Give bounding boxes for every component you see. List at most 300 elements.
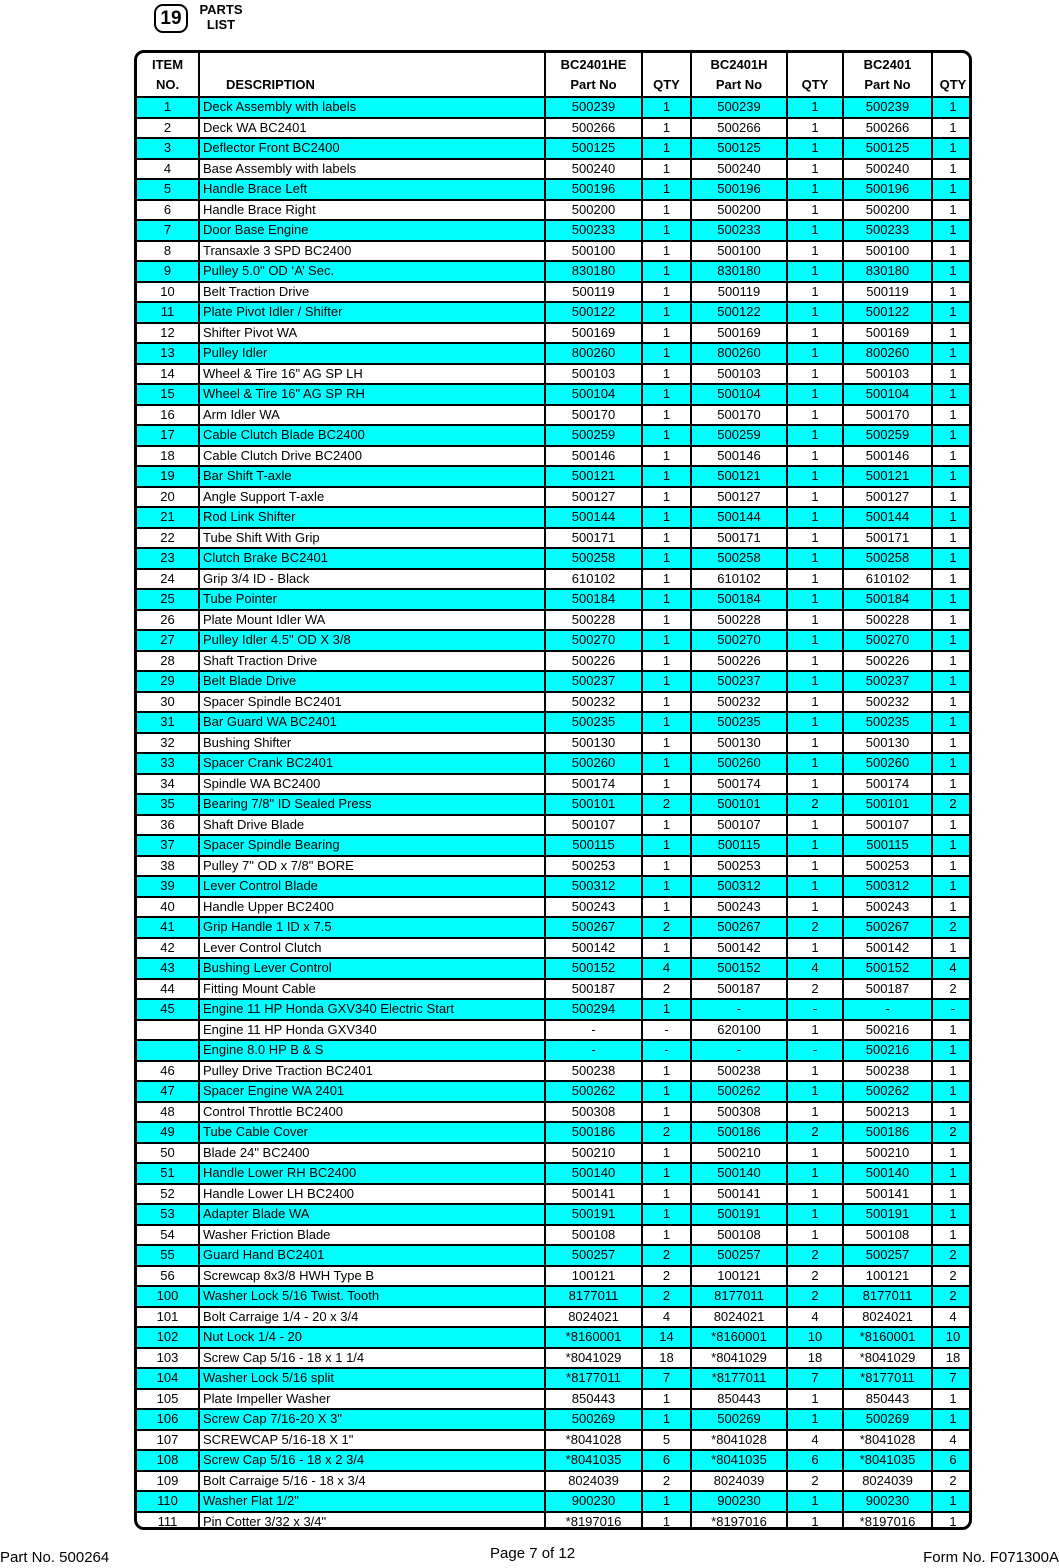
model3-part-number-cell: 610102 bbox=[843, 569, 932, 590]
model1-part-number-cell: 500171 bbox=[545, 528, 642, 549]
model1-qty-cell: 1 bbox=[642, 384, 691, 405]
description-cell: Pin Cotter 3/32 x 3/4" bbox=[199, 1512, 545, 1531]
table-row bbox=[137, 999, 972, 1020]
model2-part-number-cell: 8024021 bbox=[691, 1307, 787, 1328]
model3-qty-cell: 1 bbox=[932, 856, 972, 877]
model1-qty-cell: 1 bbox=[642, 692, 691, 713]
item-number-cell: 105 bbox=[137, 1389, 199, 1410]
table-row bbox=[137, 630, 972, 651]
model2-part-number-cell: 500115 bbox=[691, 835, 787, 856]
description-cell: Bolt Carraige 5/16 - 18 x 3/4 bbox=[199, 1471, 545, 1492]
table-row bbox=[137, 528, 972, 549]
description-cell: Plate Impeller Washer bbox=[199, 1389, 545, 1410]
model1-qty-cell: 1 bbox=[642, 1512, 691, 1531]
description-cell: Lever Control Blade bbox=[199, 876, 545, 897]
model2-qty-cell: 1 bbox=[787, 1225, 843, 1246]
model2-part-number-cell: *8041028 bbox=[691, 1430, 787, 1451]
model3-qty-cell: 2 bbox=[932, 1245, 972, 1266]
item-number-cell: 53 bbox=[137, 1204, 199, 1225]
item-number-cell: 20 bbox=[137, 487, 199, 508]
table-row bbox=[137, 958, 972, 979]
model3-part-number-cell: 500101 bbox=[843, 794, 932, 815]
table-row bbox=[137, 405, 972, 426]
model2-part-number-cell: 500101 bbox=[691, 794, 787, 815]
table-row bbox=[137, 753, 972, 774]
model2-qty-cell: 1 bbox=[787, 753, 843, 774]
model3-part-number-cell: 100121 bbox=[843, 1266, 932, 1287]
table-row bbox=[137, 938, 972, 959]
model1-qty-cell: 2 bbox=[642, 979, 691, 1000]
model3-part-number-cell: 500243 bbox=[843, 897, 932, 918]
table-row bbox=[137, 1102, 972, 1123]
description-cell: Guard Hand BC2401 bbox=[199, 1245, 545, 1266]
table-row bbox=[137, 179, 972, 200]
model1-part-number-cell: 610102 bbox=[545, 569, 642, 590]
model2-qty-cell: - bbox=[787, 1040, 843, 1061]
model1-qty-cell: 1 bbox=[642, 200, 691, 221]
model3-part-number-cell: 500104 bbox=[843, 384, 932, 405]
item-number-cell: 24 bbox=[137, 569, 199, 590]
model3-qty-cell: 1 bbox=[932, 364, 972, 385]
description-cell: Shaft Drive Blade bbox=[199, 815, 545, 836]
model2-qty-cell: 1 bbox=[787, 384, 843, 405]
model1-part-number-cell: 500187 bbox=[545, 979, 642, 1000]
column-header-model3-part: BC2401 Part No bbox=[843, 53, 932, 97]
item-number-cell: 103 bbox=[137, 1348, 199, 1369]
model2-part-number-cell: *8041035 bbox=[691, 1450, 787, 1471]
description-cell: Adapter Blade WA bbox=[199, 1204, 545, 1225]
model3-part-number-cell: 500119 bbox=[843, 282, 932, 303]
model1-part-number-cell: 500269 bbox=[545, 1409, 642, 1430]
model1-part-number-cell: 500232 bbox=[545, 692, 642, 713]
table-row bbox=[137, 1348, 972, 1369]
model2-part-number-cell: 500257 bbox=[691, 1245, 787, 1266]
model1-qty-cell: 1 bbox=[642, 569, 691, 590]
table-row bbox=[137, 446, 972, 467]
model3-qty-cell: 1 bbox=[932, 1143, 972, 1164]
model2-part-number-cell: *8041029 bbox=[691, 1348, 787, 1369]
description-cell: Wheel & Tire 16" AG SP LH bbox=[199, 364, 545, 385]
model2-part-number-cell: 500142 bbox=[691, 938, 787, 959]
table-row bbox=[137, 671, 972, 692]
model2-part-number-cell: 500184 bbox=[691, 589, 787, 610]
model2-qty-cell: 18 bbox=[787, 1348, 843, 1369]
table-row bbox=[137, 794, 972, 815]
item-number-cell: 8 bbox=[137, 241, 199, 262]
model1-part-number-cell: 500240 bbox=[545, 159, 642, 180]
model2-part-number-cell: 500170 bbox=[691, 405, 787, 426]
model3-qty-cell: 1 bbox=[932, 241, 972, 262]
model2-qty-cell: 1 bbox=[787, 610, 843, 631]
model1-qty-cell: 1 bbox=[642, 343, 691, 364]
description-cell: Control Throttle BC2400 bbox=[199, 1102, 545, 1123]
model3-qty-cell: 1 bbox=[932, 589, 972, 610]
description-cell: Handle Brace Right bbox=[199, 200, 545, 221]
model1-part-number-cell: 500235 bbox=[545, 712, 642, 733]
model2-qty-cell: 1 bbox=[787, 487, 843, 508]
item-number-cell: 11 bbox=[137, 302, 199, 323]
model3-qty-cell: 4 bbox=[932, 1307, 972, 1328]
model2-qty-cell: 1 bbox=[787, 118, 843, 139]
model2-qty-cell: 1 bbox=[787, 405, 843, 426]
model1-qty-cell: 18 bbox=[642, 1348, 691, 1369]
item-number-cell: 38 bbox=[137, 856, 199, 877]
item-number-cell: 13 bbox=[137, 343, 199, 364]
item-number-cell: 31 bbox=[137, 712, 199, 733]
item-number-cell: 41 bbox=[137, 917, 199, 938]
item-number-cell: 10 bbox=[137, 282, 199, 303]
model3-part-number-cell: 500312 bbox=[843, 876, 932, 897]
model1-part-number-cell: *8177011 bbox=[545, 1368, 642, 1389]
table-row bbox=[137, 138, 972, 159]
model1-part-number-cell: 500237 bbox=[545, 671, 642, 692]
model1-part-number-cell: 500122 bbox=[545, 302, 642, 323]
model2-part-number-cell: 500196 bbox=[691, 179, 787, 200]
table-row bbox=[137, 917, 972, 938]
model2-part-number-cell: 620100 bbox=[691, 1020, 787, 1041]
model3-qty-cell: 1 bbox=[932, 774, 972, 795]
model2-part-number-cell: 500200 bbox=[691, 200, 787, 221]
table-row bbox=[137, 487, 972, 508]
model2-qty-cell: 1 bbox=[787, 692, 843, 713]
model3-part-number-cell: 500103 bbox=[843, 364, 932, 385]
model2-qty-cell: 1 bbox=[787, 302, 843, 323]
model1-part-number-cell: 500294 bbox=[545, 999, 642, 1020]
model3-qty-cell: 7 bbox=[932, 1368, 972, 1389]
model2-qty-cell: 1 bbox=[787, 220, 843, 241]
model2-qty-cell: 1 bbox=[787, 671, 843, 692]
table-row bbox=[137, 835, 972, 856]
table-row bbox=[137, 1491, 972, 1512]
model2-part-number-cell: 500108 bbox=[691, 1225, 787, 1246]
model1-qty-cell: 2 bbox=[642, 1471, 691, 1492]
model2-part-number-cell: 500119 bbox=[691, 282, 787, 303]
item-number-cell: 49 bbox=[137, 1122, 199, 1143]
model2-part-number-cell: 500233 bbox=[691, 220, 787, 241]
model3-qty-cell: 1 bbox=[932, 1020, 972, 1041]
model2-qty-cell: 1 bbox=[787, 343, 843, 364]
item-number-cell: 17 bbox=[137, 425, 199, 446]
model1-part-number-cell: *8041035 bbox=[545, 1450, 642, 1471]
description-cell: Pulley Idler 4.5" OD X 3/8 bbox=[199, 630, 545, 651]
description-cell: Tube Shift With Grip bbox=[199, 528, 545, 549]
model1-part-number-cell: 500103 bbox=[545, 364, 642, 385]
description-cell: Pulley Idler bbox=[199, 343, 545, 364]
model3-part-number-cell: 500121 bbox=[843, 466, 932, 487]
model1-part-number-cell: 500186 bbox=[545, 1122, 642, 1143]
model3-part-number-cell: *8041035 bbox=[843, 1450, 932, 1471]
description-cell: Spacer Spindle Bearing bbox=[199, 835, 545, 856]
model1-part-number-cell: 8024039 bbox=[545, 1471, 642, 1492]
model1-part-number-cell: *8160001 bbox=[545, 1327, 642, 1348]
model3-qty-cell: 1 bbox=[932, 1081, 972, 1102]
model2-part-number-cell: 500226 bbox=[691, 651, 787, 672]
model3-qty-cell: 1 bbox=[932, 1512, 972, 1531]
model3-qty-cell: 1 bbox=[932, 179, 972, 200]
model3-part-number-cell: 500240 bbox=[843, 159, 932, 180]
model1-qty-cell: 1 bbox=[642, 528, 691, 549]
model1-part-number-cell: 500184 bbox=[545, 589, 642, 610]
model2-part-number-cell: 500174 bbox=[691, 774, 787, 795]
model2-part-number-cell: 500239 bbox=[691, 97, 787, 118]
model2-qty-cell: 1 bbox=[787, 466, 843, 487]
model2-qty-cell: 1 bbox=[787, 364, 843, 385]
item-number-cell: 46 bbox=[137, 1061, 199, 1082]
model1-qty-cell: 1 bbox=[642, 671, 691, 692]
model1-part-number-cell: 8177011 bbox=[545, 1286, 642, 1307]
model2-qty-cell: 1 bbox=[787, 1163, 843, 1184]
item-number-cell: 18 bbox=[137, 446, 199, 467]
model3-qty-cell: 1 bbox=[932, 651, 972, 672]
model2-part-number-cell: 500267 bbox=[691, 917, 787, 938]
table-row bbox=[137, 220, 972, 241]
model3-qty-cell: 1 bbox=[932, 425, 972, 446]
description-cell: Pulley 7" OD x 7/8" BORE bbox=[199, 856, 545, 877]
model3-part-number-cell: 500125 bbox=[843, 138, 932, 159]
table-row bbox=[137, 1286, 972, 1307]
model1-qty-cell: 1 bbox=[642, 712, 691, 733]
model2-part-number-cell: 500171 bbox=[691, 528, 787, 549]
item-number-cell: 19 bbox=[137, 466, 199, 487]
item-number-cell: 7 bbox=[137, 220, 199, 241]
model1-part-number-cell: 500170 bbox=[545, 405, 642, 426]
model1-qty-cell: 1 bbox=[642, 118, 691, 139]
model3-part-number-cell: 500152 bbox=[843, 958, 932, 979]
model2-part-number-cell: 500232 bbox=[691, 692, 787, 713]
table-row bbox=[137, 261, 972, 282]
description-cell: Screw Cap 7/16-20 X 3" bbox=[199, 1409, 545, 1430]
model1-part-number-cell: 500152 bbox=[545, 958, 642, 979]
table-row bbox=[137, 118, 972, 139]
model1-qty-cell: 1 bbox=[642, 1409, 691, 1430]
model1-qty-cell: 1 bbox=[642, 630, 691, 651]
description-cell: Rod Link Shifter bbox=[199, 507, 545, 528]
model3-part-number-cell: 500233 bbox=[843, 220, 932, 241]
model1-qty-cell: 1 bbox=[642, 466, 691, 487]
model3-qty-cell: 1 bbox=[932, 1040, 972, 1061]
description-cell: Handle Brace Left bbox=[199, 179, 545, 200]
description-cell: Screwcap 8x3/8 HWH Type B bbox=[199, 1266, 545, 1287]
model3-part-number-cell: 500100 bbox=[843, 241, 932, 262]
model3-part-number-cell: 800260 bbox=[843, 343, 932, 364]
description-cell: Belt Traction Drive bbox=[199, 282, 545, 303]
model1-qty-cell: 5 bbox=[642, 1430, 691, 1451]
item-number-cell: 3 bbox=[137, 138, 199, 159]
item-number-cell: 26 bbox=[137, 610, 199, 631]
model1-part-number-cell: 500104 bbox=[545, 384, 642, 405]
model3-part-number-cell: 500187 bbox=[843, 979, 932, 1000]
description-cell: Shaft Traction Drive bbox=[199, 651, 545, 672]
model3-qty-cell: 4 bbox=[932, 958, 972, 979]
model2-part-number-cell: 8177011 bbox=[691, 1286, 787, 1307]
table-row bbox=[137, 610, 972, 631]
item-number-cell: 39 bbox=[137, 876, 199, 897]
model1-qty-cell: 1 bbox=[642, 1491, 691, 1512]
model2-qty-cell: 1 bbox=[787, 446, 843, 467]
model2-qty-cell: 1 bbox=[787, 876, 843, 897]
model2-qty-cell: 1 bbox=[787, 282, 843, 303]
model2-qty-cell: 1 bbox=[787, 733, 843, 754]
model1-qty-cell: 1 bbox=[642, 405, 691, 426]
model2-part-number-cell: 500130 bbox=[691, 733, 787, 754]
description-cell: Engine 8.0 HP B & S bbox=[199, 1040, 545, 1061]
description-cell: Handle Upper BC2400 bbox=[199, 897, 545, 918]
description-cell: Washer Flat 1/2" bbox=[199, 1491, 545, 1512]
model3-qty-cell: - bbox=[932, 999, 972, 1020]
model2-part-number-cell: 500144 bbox=[691, 507, 787, 528]
model2-qty-cell: 1 bbox=[787, 507, 843, 528]
model3-part-number-cell: 500200 bbox=[843, 200, 932, 221]
model1-qty-cell: 1 bbox=[642, 302, 691, 323]
model1-qty-cell: 1 bbox=[642, 651, 691, 672]
model2-part-number-cell: 500146 bbox=[691, 446, 787, 467]
model3-qty-cell: 18 bbox=[932, 1348, 972, 1369]
model2-part-number-cell: 500270 bbox=[691, 630, 787, 651]
model2-qty-cell: 4 bbox=[787, 1430, 843, 1451]
model1-qty-cell: 1 bbox=[642, 446, 691, 467]
model1-qty-cell: 1 bbox=[642, 241, 691, 262]
item-number-cell: 51 bbox=[137, 1163, 199, 1184]
description-cell: Washer Lock 5/16 split bbox=[199, 1368, 545, 1389]
model1-qty-cell: 1 bbox=[642, 1061, 691, 1082]
model2-part-number-cell: 500121 bbox=[691, 466, 787, 487]
table-row bbox=[137, 1122, 972, 1143]
table-row bbox=[137, 1450, 972, 1471]
model3-qty-cell: 1 bbox=[932, 487, 972, 508]
item-number-cell: 48 bbox=[137, 1102, 199, 1123]
model3-part-number-cell: - bbox=[843, 999, 932, 1020]
model3-qty-cell: 2 bbox=[932, 1286, 972, 1307]
model1-part-number-cell: 500140 bbox=[545, 1163, 642, 1184]
model1-part-number-cell: 500200 bbox=[545, 200, 642, 221]
model3-part-number-cell: 500238 bbox=[843, 1061, 932, 1082]
model1-part-number-cell: 500142 bbox=[545, 938, 642, 959]
model1-part-number-cell: *8041028 bbox=[545, 1430, 642, 1451]
model2-qty-cell: 1 bbox=[787, 1061, 843, 1082]
model1-part-number-cell: 500144 bbox=[545, 507, 642, 528]
table-row bbox=[137, 1266, 972, 1287]
description-cell: Spacer Crank BC2401 bbox=[199, 753, 545, 774]
item-number-cell: 102 bbox=[137, 1327, 199, 1348]
model1-qty-cell: 1 bbox=[642, 1389, 691, 1410]
parts-list-table-frame bbox=[134, 50, 972, 1530]
model1-part-number-cell: 500191 bbox=[545, 1204, 642, 1225]
column-header-model2-part: BC2401H Part No bbox=[691, 53, 787, 97]
model2-part-number-cell: 800260 bbox=[691, 343, 787, 364]
model3-qty-cell: 1 bbox=[932, 1389, 972, 1410]
model2-part-number-cell: 500125 bbox=[691, 138, 787, 159]
model3-qty-cell: 1 bbox=[932, 671, 972, 692]
model3-part-number-cell: 500213 bbox=[843, 1102, 932, 1123]
description-cell: Washer Friction Blade bbox=[199, 1225, 545, 1246]
item-number-cell: 47 bbox=[137, 1081, 199, 1102]
table-row bbox=[137, 1430, 972, 1451]
model2-part-number-cell: 500103 bbox=[691, 364, 787, 385]
model3-qty-cell: 1 bbox=[932, 302, 972, 323]
table-row bbox=[137, 1389, 972, 1410]
model3-part-number-cell: 500269 bbox=[843, 1409, 932, 1430]
model1-qty-cell: 1 bbox=[642, 999, 691, 1020]
description-cell: Lever Control Clutch bbox=[199, 938, 545, 959]
model2-qty-cell: 1 bbox=[787, 835, 843, 856]
model3-qty-cell: 1 bbox=[932, 261, 972, 282]
model3-qty-cell: 1 bbox=[932, 897, 972, 918]
model1-part-number-cell: 500270 bbox=[545, 630, 642, 651]
model3-part-number-cell: 500115 bbox=[843, 835, 932, 856]
description-cell: Bearing 7/8" ID Sealed Press bbox=[199, 794, 545, 815]
model3-part-number-cell: 500266 bbox=[843, 118, 932, 139]
model3-part-number-cell: *8197016 bbox=[843, 1512, 932, 1531]
model3-part-number-cell: 500170 bbox=[843, 405, 932, 426]
description-cell: Wheel & Tire 16" AG SP RH bbox=[199, 384, 545, 405]
description-cell: Bushing Lever Control bbox=[199, 958, 545, 979]
model3-qty-cell: 1 bbox=[932, 343, 972, 364]
model2-part-number-cell: 500238 bbox=[691, 1061, 787, 1082]
description-cell: Deck WA BC2401 bbox=[199, 118, 545, 139]
model3-qty-cell: 1 bbox=[932, 138, 972, 159]
model3-part-number-cell: 830180 bbox=[843, 261, 932, 282]
table-row bbox=[137, 979, 972, 1000]
model1-qty-cell: - bbox=[642, 1020, 691, 1041]
item-number-cell: 28 bbox=[137, 651, 199, 672]
model1-qty-cell: 1 bbox=[642, 1204, 691, 1225]
table-row bbox=[137, 1471, 972, 1492]
description-cell: Door Base Engine bbox=[199, 220, 545, 241]
model1-qty-cell: 1 bbox=[642, 774, 691, 795]
model3-part-number-cell: 500146 bbox=[843, 446, 932, 467]
description-cell: Screw Cap 5/16 - 18 x 1 1/4 bbox=[199, 1348, 545, 1369]
description-cell: Bolt Carraige 1/4 - 20 x 3/4 bbox=[199, 1307, 545, 1328]
item-number-cell: 14 bbox=[137, 364, 199, 385]
model3-part-number-cell: 500122 bbox=[843, 302, 932, 323]
model1-qty-cell: 1 bbox=[642, 220, 691, 241]
description-cell: Engine 11 HP Honda GXV340 Electric Start bbox=[199, 999, 545, 1020]
model3-qty-cell: 1 bbox=[932, 815, 972, 836]
item-number-cell: 56 bbox=[137, 1266, 199, 1287]
model3-part-number-cell: 500262 bbox=[843, 1081, 932, 1102]
table-row bbox=[137, 1204, 972, 1225]
column-header-model1-qty: QTY bbox=[642, 53, 691, 97]
model2-part-number-cell: - bbox=[691, 999, 787, 1020]
model2-part-number-cell: 500258 bbox=[691, 548, 787, 569]
item-number-cell: 100 bbox=[137, 1286, 199, 1307]
model3-part-number-cell: 500142 bbox=[843, 938, 932, 959]
model3-qty-cell: 1 bbox=[932, 876, 972, 897]
model2-qty-cell: 1 bbox=[787, 1143, 843, 1164]
model3-part-number-cell: 500144 bbox=[843, 507, 932, 528]
description-cell: Engine 11 HP Honda GXV340 bbox=[199, 1020, 545, 1041]
model2-part-number-cell: - bbox=[691, 1040, 787, 1061]
model1-qty-cell: 1 bbox=[642, 876, 691, 897]
model1-qty-cell: 1 bbox=[642, 1143, 691, 1164]
table-row bbox=[137, 1020, 972, 1041]
model1-qty-cell: 1 bbox=[642, 938, 691, 959]
model1-qty-cell: 1 bbox=[642, 323, 691, 344]
table-row bbox=[137, 425, 972, 446]
model3-qty-cell: 1 bbox=[932, 835, 972, 856]
model2-qty-cell: 1 bbox=[787, 261, 843, 282]
description-cell: Bar Guard WA BC2401 bbox=[199, 712, 545, 733]
model1-part-number-cell: 830180 bbox=[545, 261, 642, 282]
model2-qty-cell: 2 bbox=[787, 1471, 843, 1492]
model1-part-number-cell: 500262 bbox=[545, 1081, 642, 1102]
item-number-cell: 55 bbox=[137, 1245, 199, 1266]
model3-qty-cell: 2 bbox=[932, 917, 972, 938]
model3-qty-cell: 1 bbox=[932, 733, 972, 754]
model2-part-number-cell: 500237 bbox=[691, 671, 787, 692]
model2-qty-cell: 1 bbox=[787, 856, 843, 877]
description-cell: Pulley 5.0" OD ‘A’ Sec. bbox=[199, 261, 545, 282]
